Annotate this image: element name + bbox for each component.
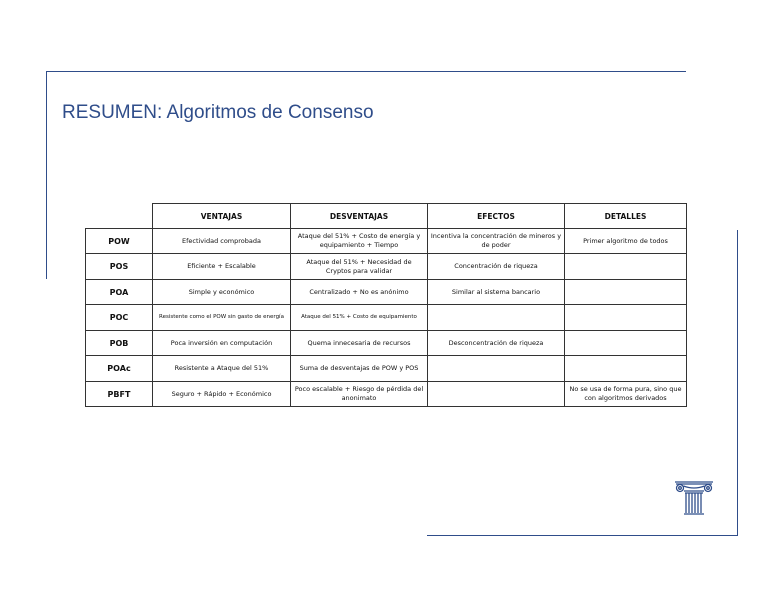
row-label: PBFT — [86, 382, 153, 407]
cell-detalles: No se usa de forma pura, sino que con algoritmos derivados — [565, 382, 687, 407]
table-corner-cell — [86, 204, 153, 229]
cell-ventajas: Eficiente + Escalable — [153, 254, 291, 280]
cell-detalles — [565, 305, 687, 331]
cell-efectos — [428, 305, 565, 331]
frame-line-bottom — [427, 535, 738, 536]
table-row — [86, 382, 687, 407]
row-label: POA — [86, 280, 153, 305]
header-efectos: EFECTOS — [428, 204, 565, 229]
header-desventajas: DESVENTAJAS — [291, 204, 428, 229]
header-detalles: DETALLES — [565, 204, 687, 229]
cell-detalles — [565, 331, 687, 356]
table-row — [86, 305, 687, 331]
table-header-row — [86, 204, 687, 229]
table-row — [86, 254, 687, 280]
cell-ventajas: Resistente a Ataque del 51% — [153, 356, 291, 382]
header-ventajas: VENTAJAS — [153, 204, 291, 229]
cell-desventajas: Poco escalable + Riesgo de pérdida del anonimato — [291, 382, 428, 407]
cell-desventajas: Ataque del 51% + Costo de energía y equipamiento + Tiempo — [291, 229, 428, 254]
cell-efectos: Desconcentración de riqueza — [428, 331, 565, 356]
row-label: POB — [86, 331, 153, 356]
table-row — [86, 356, 687, 382]
cell-ventajas: Resistente como el POW sin gasto de energía — [153, 305, 291, 331]
cell-ventajas: Poca inversión en computación — [153, 331, 291, 356]
cell-detalles — [565, 280, 687, 305]
cell-ventajas: Efectividad comprobada — [153, 229, 291, 254]
row-label: POW — [86, 229, 153, 254]
table-row — [86, 331, 687, 356]
cell-efectos: Concentración de riqueza — [428, 254, 565, 280]
ionic-column-icon — [673, 477, 715, 517]
page-title: RESUMEN: Algoritmos de Consenso — [62, 102, 374, 123]
cell-efectos: Incentiva la concentración de mineros y de poder — [428, 229, 565, 254]
cell-detalles: Primer algoritmo de todos — [565, 229, 687, 254]
cell-ventajas: Simple y económico — [153, 280, 291, 305]
cell-efectos — [428, 382, 565, 407]
cell-desventajas: Ataque del 51% + Necesidad de Cryptos para validar — [291, 254, 428, 280]
table-row — [86, 229, 687, 254]
cell-detalles — [565, 254, 687, 280]
row-label: POS — [86, 254, 153, 280]
row-label: POAc — [86, 356, 153, 382]
frame-line-left — [46, 71, 47, 279]
cell-desventajas: Quema innecesaria de recursos — [291, 331, 428, 356]
cell-ventajas: Seguro + Rápido + Económico — [153, 382, 291, 407]
cell-desventajas: Centralizado + No es anónimo — [291, 280, 428, 305]
cell-desventajas: Suma de desventajas de POW y POS — [291, 356, 428, 382]
row-label: POC — [86, 305, 153, 331]
cell-efectos — [428, 356, 565, 382]
table-row — [86, 280, 687, 305]
frame-line-top — [46, 71, 686, 72]
cell-efectos: Similar al sistema bancario — [428, 280, 565, 305]
consensus-summary-table — [85, 203, 687, 407]
cell-desventajas: Ataque del 51% + Costo de equipamiento — [291, 305, 428, 331]
cell-detalles — [565, 356, 687, 382]
frame-line-right — [737, 230, 738, 536]
